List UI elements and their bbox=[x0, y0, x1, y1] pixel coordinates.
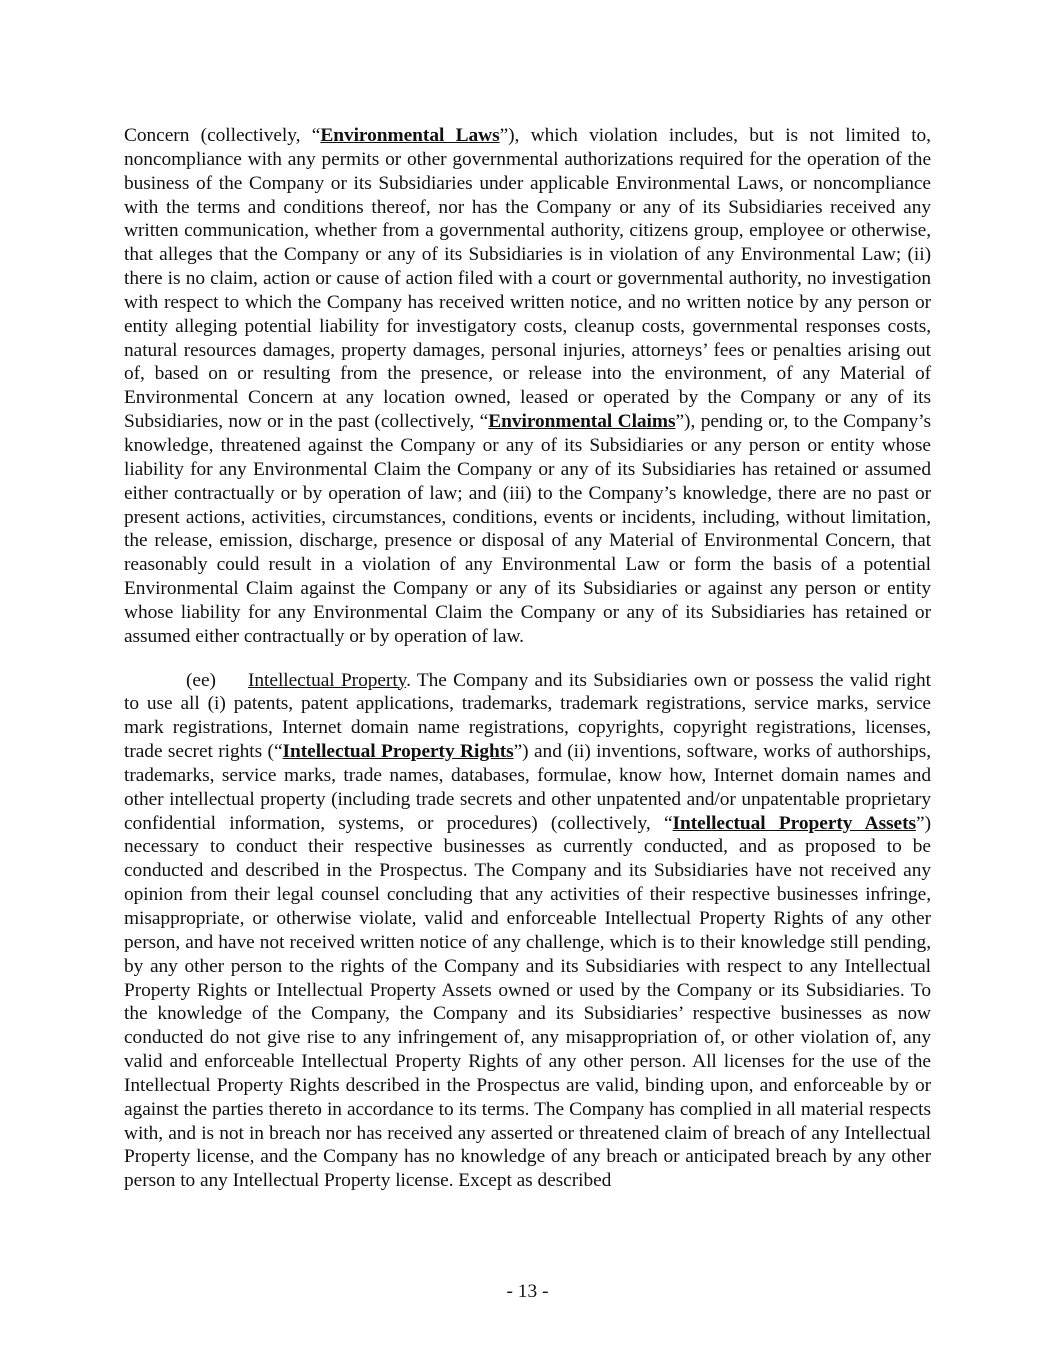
section-heading: Intellectual Property bbox=[248, 669, 407, 691]
document-page bbox=[124, 124, 931, 1193]
ip-text-3: ”) necessary to conduct their respective businesses as currently conducted, and as proposed to be conducted and described in the Prospectus. The Company and its Subsidiaries have not received any opinion from their legal counsel concluding that any activities of their respective businesses infringe, misappropriate, or otherwise violate, valid and enforceable Intellectual Property Rights of any other person, and have not received written notice of any challenge, which is to their knowledge still pending, by any other person to the rights of the Company and its Subsidiaries with respect to any Intellectual Property Rights or Intellectual Property Assets owned or used by the Company or its Subsidiaries. To the knowledge of the Company, the Company and its Subsidiaries’ respective businesses as now conducted do not give rise to any infringement of, any misappropriation of, or other violation of, any valid and enforceable Intellectual Property Rights of any other person. All licenses for the use of the Intellectual Property Rights described in the Prospectus are valid, binding upon, and enforceable by or against the parties thereto in accordance to its terms. The Company has complied in all material respects with, and is not in breach nor has received any asserted or threatened claim of breach of any Intellectual Property license, and the Company has no knowledge of any breach or anticipated breach by any other person to any Intellectual Property license. Except as described bbox=[124, 812, 931, 1192]
defined-term-ip-rights: Intellectual Property Rights bbox=[282, 741, 514, 763]
defined-term-environmental-laws: Environmental Laws bbox=[320, 125, 500, 146]
environmental-text-3: ”), pending or, to the Company’s knowledge, threatened against the Company or any of its Subsidiaries or any person or entity whose liability for any Environmental Claim the Company or any of its Subsidiaries has retained or assumed either contractually or by operation of law; and (iii) to the Company’s knowledge, there are no past or present actions, activities, circumstances, conditions, events or incidents, including, without limitation, the release, emission, discharge, presence or disposal of any Material of Environmental Concern, that reasonably could result in a violation of any Environmental Law or form the basis of a potential Environmental Claim against the Company or any of its Subsidiaries or against any person or entity whose liability for any Environmental Claim the Company or any of its Subsidiaries has retained or assumed either contractually or by operation of law. bbox=[124, 411, 932, 647]
environmental-text-2: ”), which violation includes, but is not limited to, noncompliance with any permits or other governmental authorizations required for the operation of the business of the Company or its Subsidiaries under applicable Environmental Laws, or noncompliance with the terms and conditions thereof, nor has the Company or any of its Subsidiaries received any written communication, whether from a governmental authority, citizens group, employee or otherwise, that alleges that the Company or any of its Subsidiaries is in violation of any Environmental Law; (ii) there is no claim, action or cause of action filed with a court or governmental authority, no investigation with respect to which the Company has received written notice, and no written notice by any person or entity alleging potential liability for investigatory costs, cleanup costs, governmental responses costs, natural resources damages, property damages, personal injuries, attorneys’ fees or penalties arising out of, based on or resulting from the presence, or release into the environment, of any Material of Environmental Concern at any location owned, leased or operated by the Company or any of its Subsidiaries, now or in the past (collectively, “ bbox=[124, 125, 931, 433]
intellectual-property-paragraph bbox=[124, 669, 931, 1194]
environmental-paragraph bbox=[124, 124, 931, 649]
defined-term-ip-assets: Intellectual Property Assets bbox=[672, 812, 917, 834]
page-number: - 13 - bbox=[506, 1281, 549, 1302]
environmental-text-1: Concern (collectively, “ bbox=[124, 125, 321, 146]
ip-text-1: . The Company and its Subsidiaries own or possess the valid right to use all (i) patents, patent applications, trademarks, trademark registrations, service marks, service mark registrations, Internet domain name registrations, copyrights, copyright registrations, licenses, trade secret rights (“ bbox=[124, 669, 931, 763]
ip-text-2: ”) and (ii) inventions, software, works of authorships, trademarks, service marks, trade names, databases, formulae, know how, Internet domain names and other intellectual property (including trade secrets and other unpatented and/or unpatentable proprietary confidential information, systems, or procedures) (collectively, “ bbox=[124, 741, 931, 834]
section-number: (ee) bbox=[186, 669, 216, 691]
defined-term-environmental-claims: Environmental Claims bbox=[488, 411, 676, 433]
